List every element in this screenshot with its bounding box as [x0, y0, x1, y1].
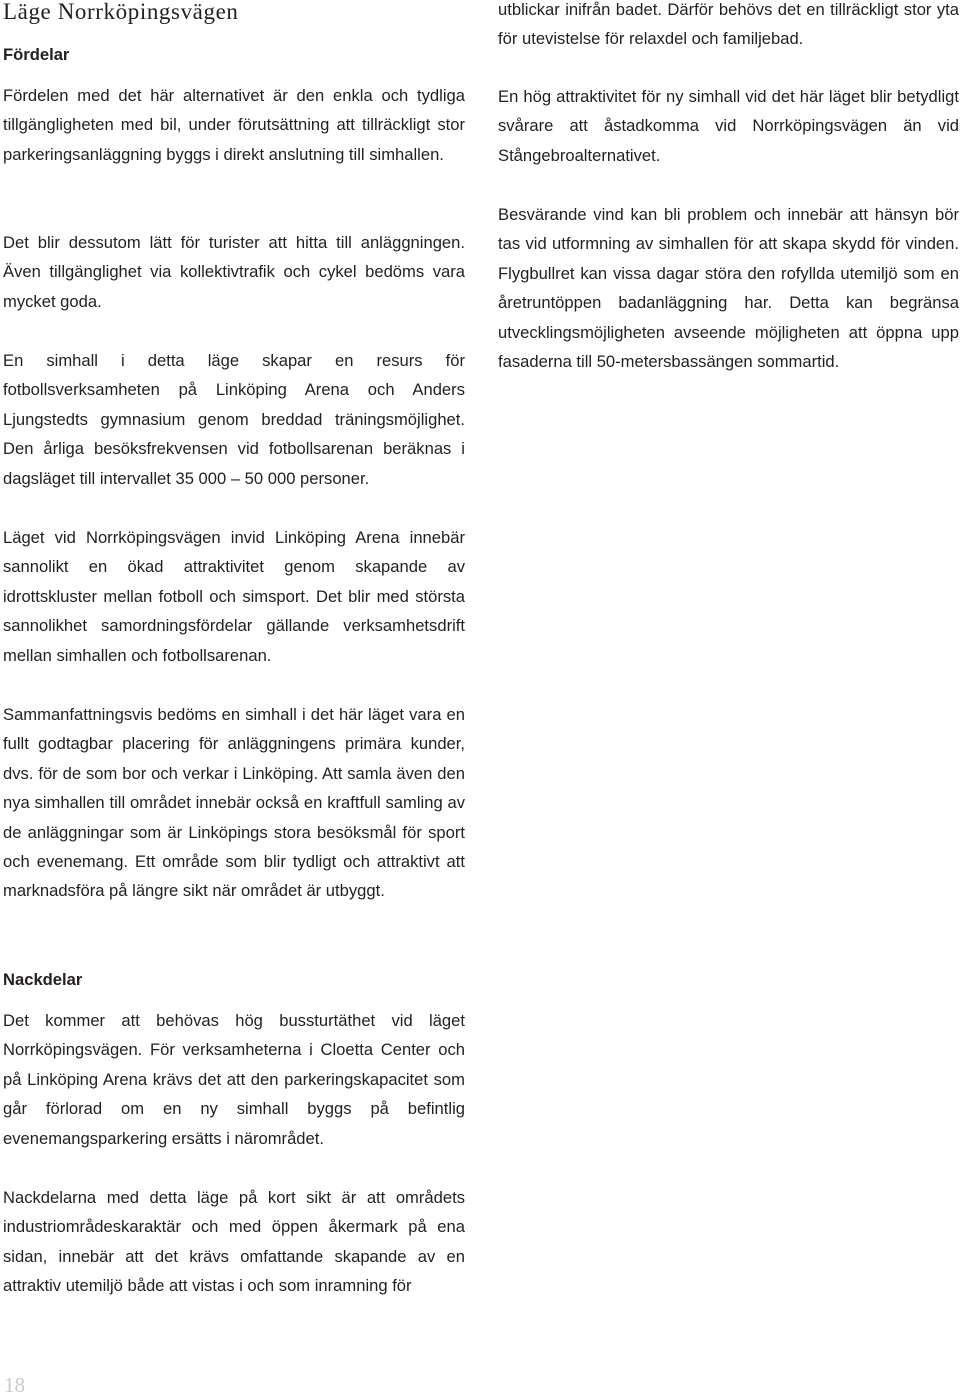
- page-number: 18: [4, 1373, 25, 1397]
- paragraph-attractiveness: En hög attraktivitet för ny simhall vid det här läget blir betydligt svårare att åstadkomma vid Norrköpingsvägen än vid Stångebroalternativet.: [498, 87, 959, 165]
- paragraph-summary: Sammanfattningsvis bedöms en simhall i det här läget vara en fullt godtagbar placering för anläggningens primära kunder, dvs. för de som bor och verkar i Linköping. Att samla även den nya simhallen till området innebär också en kraftfull samling av de anläggningar som är Linköpings stora besöksmål för sport och evenemang. Ett område som blir tydligt och attraktivt att marknadsföra på längre sikt när området är utbyggt.: [3, 705, 465, 901]
- heading-advantages: Fördelar: [3, 45, 70, 64]
- paragraph-bus-parking: Det kommer att behövas hög bussturtäthet vid läget Norrköpingsvägen. För verksamheterna i Cloetta Center och på Linköping Arena krävs det att den parkeringskapacitet som går förlorad om en ny simhall byggs på befintlig evenemangsparkering ersätts i närområdet.: [3, 1011, 465, 1148]
- paragraph-football-resource: En simhall i detta läge skapar en resurs för fotbollsverksamheten på Linköping Arena och Anders Ljungstedts gymnasium genom breddad träningsmöjlighet. Den årliga besöksfrekvensen vid fotbollsarenan beräknas i dagsläget till intervallet 35 000 – 50 000 personer.: [3, 351, 465, 488]
- paragraph-wind-noise: Besvärande vind kan bli problem och innebär att hänsyn bör tas vid utformning av simhallen för att skapa skydd för vinden. Flygbullret kan vissa dagar störa den rofyllda utemiljö som en åretruntöppen badanläggning har. Detta kan begränsa utvecklingsmöjligheten avseende möjligheten att öppna upp fasaderna till 50-metersbassängen sommartid.: [498, 205, 959, 372]
- paragraph-car-accessibility: Fördelen med det här alternativet är den enkla och tydliga tillgängligheten med bil, under förutsättning att tillräckligt stor parkeringsanläggning byggs i direkt anslutning till simhallen.: [3, 86, 465, 164]
- paragraph-outdoor-space: utblickar inifrån badet. Därför behövs det en tillräckligt stor yta för utevistelse för relaxdel och familjebad.: [498, 0, 959, 49]
- paragraph-sports-cluster: Läget vid Norrköpingsvägen invid Linköping Arena innebär sannolikt en ökad attraktivitet genom skapande av idrottskluster mellan fotboll och simsport. Det blir med största sannolikhet samordningsfördelar gällande verksamhetsdrift mellan simhallen och fotbollsarenan.: [3, 528, 465, 665]
- heading-disadvantages: Nackdelar: [3, 970, 83, 989]
- paragraph-tourist-access: Det blir dessutom lätt för turister att hitta till anläggningen. Även tillgänglighet via kollektivtrafik och cykel bedöms vara mycket goda.: [3, 233, 465, 311]
- paragraph-industrial-area: Nackdelarna med detta läge på kort sikt är att områdets industriområdeskaraktär och med öppen åkermark på ena sidan, innebär att det krävs omfattande skapande av en attraktiv utemiljö både att vistas i och som inramning för: [3, 1188, 465, 1296]
- page-title: Läge Norrköpingsvägen: [3, 0, 239, 24]
